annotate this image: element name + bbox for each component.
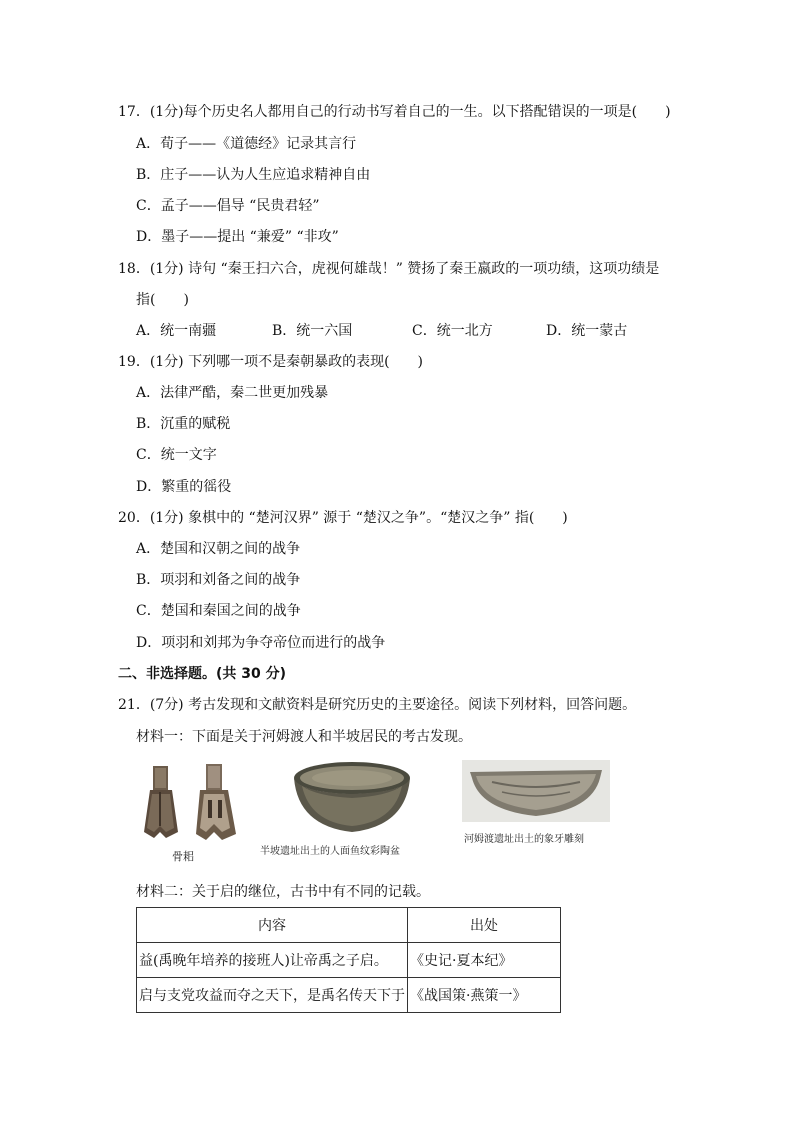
table-row <box>137 943 561 978</box>
question-17-stem: 17．(1分)每个历史名人都用自己的行动书写着自己的一生。以下搭配错误的一项是( ) <box>118 104 671 120</box>
question-18-options-row <box>136 322 656 340</box>
question-18-option-c[interactable]: C．统一北方 <box>412 323 493 339</box>
table-row <box>137 978 561 1013</box>
table-header-row <box>137 908 561 943</box>
ivory-carving-figure <box>462 760 610 854</box>
material-2-label: 材料二：关于启的继位，古书中有不同的记载。 <box>136 884 430 900</box>
ivory-carving-caption: 河姆渡遗址出土的象牙雕刻 <box>464 834 584 845</box>
question-17-option-a[interactable]: A．荀子——《道德经》记录其言行 <box>136 136 357 152</box>
table-cell-content: 益(禹晚年培养的接班人)让帝禹之子启。 <box>137 943 408 978</box>
bone-tool-figure <box>136 762 246 872</box>
section-2-title: 二、非选择题。(共 30 分) <box>118 666 287 682</box>
question-21-stem: 21．(7分) 考古发现和文献资料是研究历史的主要途径。阅读下列材料，回答问题。 <box>118 697 637 713</box>
question-18-option-b[interactable]: B．统一六国 <box>272 323 353 339</box>
table-header-source: 出处 <box>408 908 561 943</box>
question-18-stem-continued: 指( ) <box>136 292 189 308</box>
question-20-stem: 20．(1分) 象棋中的 “楚河汉界” 源于 “楚汉之争”。“楚汉之争” 指( ) <box>118 510 568 526</box>
question-17-option-c[interactable]: C．孟子——倡导 “民贵君轻” <box>136 198 320 214</box>
pottery-basin-image <box>258 756 442 842</box>
question-18-option-d[interactable]: D．统一蒙古 <box>546 323 628 339</box>
pottery-basin-caption: 半坡遗址出土的人面鱼纹彩陶盆 <box>260 846 400 857</box>
table-cell-source: 《史记·夏本纪》 <box>408 943 561 978</box>
bone-tool-caption: 骨耜 <box>172 850 194 863</box>
question-19-option-a[interactable]: A．法律严酷，秦二世更加残暴 <box>136 385 329 401</box>
ivory-carving-image <box>462 760 610 822</box>
question-19-stem: 19．(1分) 下列哪一项不是秦朝暴政的表现( ) <box>118 354 424 370</box>
source-table <box>136 907 561 1013</box>
table-cell-content: 启与支党攻益而夺之天下，是禹名传天下于 <box>137 978 408 1013</box>
question-20-option-a[interactable]: A．楚国和汉朝之间的战争 <box>136 541 301 557</box>
question-18-stem: 18．(1分) 诗句 “秦王扫六合，虎视何雄哉！” 赞扬了秦王嬴政的一项功绩，这项功绩是 <box>118 261 660 277</box>
question-19-option-b[interactable]: B．沉重的赋税 <box>136 416 231 432</box>
question-19-option-d[interactable]: D．繁重的徭役 <box>136 479 232 495</box>
question-20-option-c[interactable]: C．楚国和秦国之间的战争 <box>136 603 301 619</box>
question-20-option-b[interactable]: B．项羽和刘备之间的战争 <box>136 572 301 588</box>
material-1-label: 材料一：下面是关于河姆渡人和半坡居民的考古发现。 <box>136 729 472 745</box>
table-header-content: 内容 <box>137 908 408 943</box>
question-20-option-d[interactable]: D．项羽和刘邦为争夺帝位而进行的战争 <box>136 635 386 651</box>
question-19-option-c[interactable]: C．统一文字 <box>136 447 217 463</box>
question-17-option-d[interactable]: D．墨子——提出 “兼爱” “非攻” <box>136 229 339 245</box>
pottery-basin-figure <box>258 756 442 868</box>
question-18-option-a[interactable]: A．统一南疆 <box>136 323 217 339</box>
table-cell-source: 《战国策·燕策一》 <box>408 978 561 1013</box>
question-17-option-b[interactable]: B．庄子——认为人生应追求精神自由 <box>136 167 371 183</box>
